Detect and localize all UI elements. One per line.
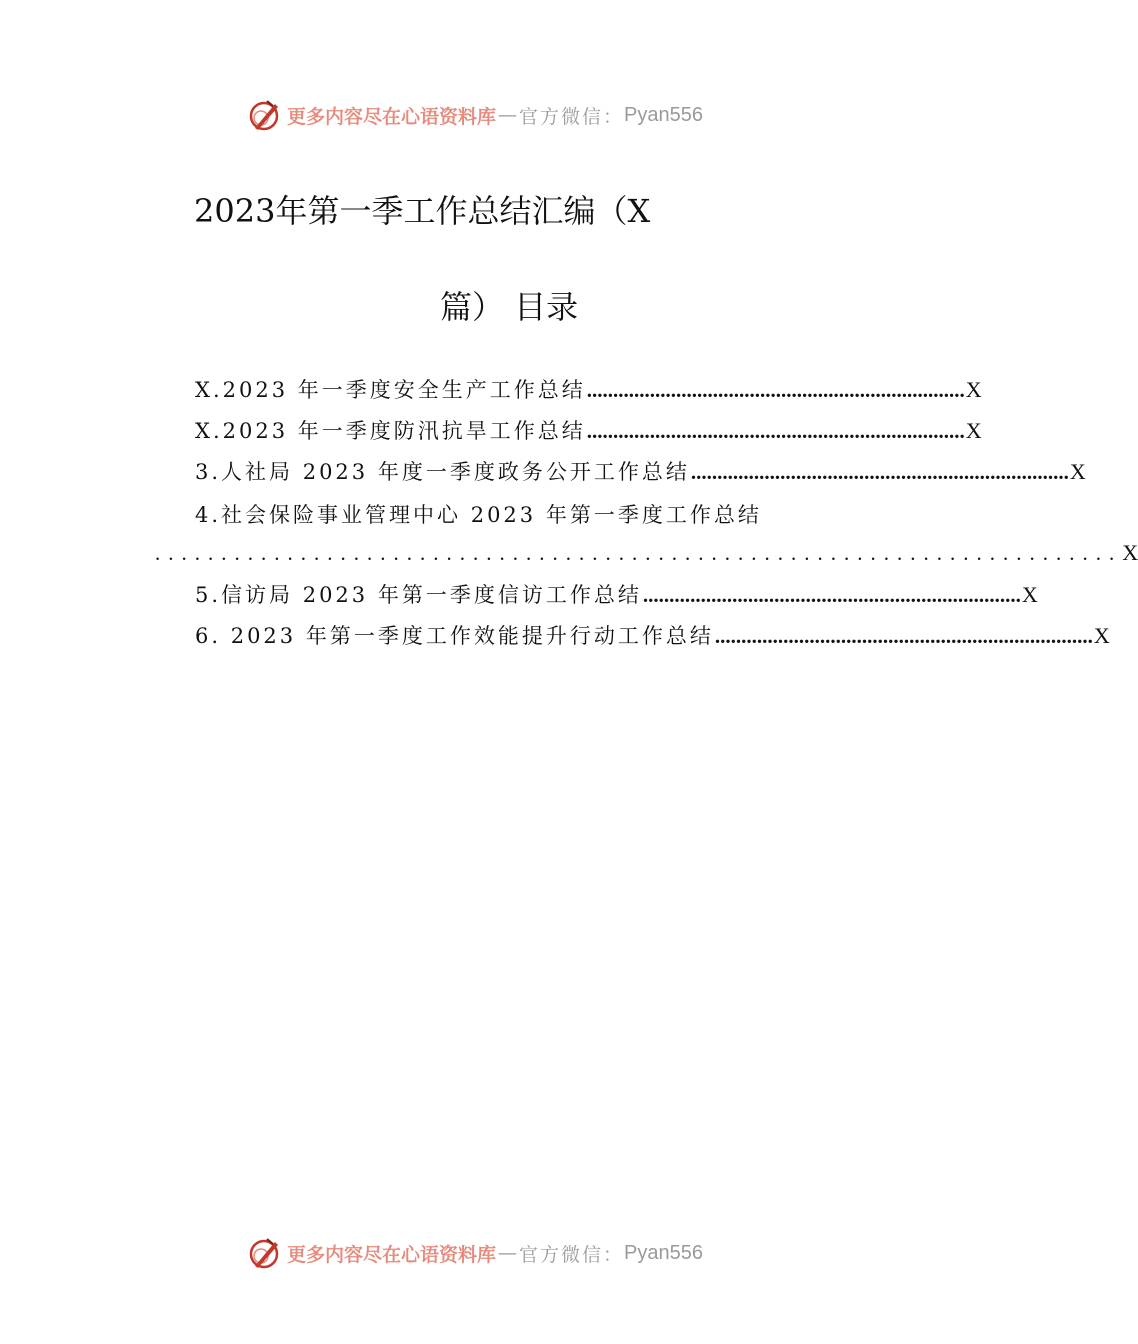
toc-item-page: X <box>965 418 982 443</box>
toc-item-label[interactable]: 4.社会保险事业管理中心 2023 年第一季度工作总结 <box>195 503 762 527</box>
toc-leader-dots: ........................................................................ <box>586 419 965 443</box>
pen-circle-icon <box>247 98 281 132</box>
toc-item-label: 3.人社局 2023 年度一季度政务公开工作总结 <box>195 460 690 484</box>
toc-leader-dots: ........................................................................ <box>586 378 965 402</box>
toc-leader-dots: ......................................................................... <box>155 541 1123 565</box>
watermark-footer <box>0 1233 950 1273</box>
toc-item-label: 5.信访局 2023 年第一季度信访工作总结 <box>195 583 642 607</box>
watermark-account: Pyan556 <box>624 1241 703 1264</box>
toc-item-label: X.2023 年一季度安全生产工作总结 <box>195 378 586 402</box>
document-title-line2: 篇） 目录 <box>440 288 579 326</box>
toc-item-continuation <box>155 540 1138 574</box>
toc-item[interactable] <box>195 415 982 449</box>
toc-leader-dots: ........................................................................ <box>714 624 1093 648</box>
watermark-official: 官方微信： <box>519 105 625 128</box>
toc-item[interactable] <box>195 456 1086 490</box>
watermark-account: Pyan556 <box>624 103 703 126</box>
toc-item[interactable] <box>195 579 1038 613</box>
toc-item-label: X.2023 年一季度防汛抗旱工作总结 <box>195 419 586 443</box>
watermark-site: 更多内容尽在心语资料库 <box>287 105 497 128</box>
pen-circle-icon <box>247 1236 281 1270</box>
toc-leader-dots: ........................................................................ <box>690 460 1069 484</box>
watermark-header <box>0 95 950 135</box>
watermark-dash: — <box>498 104 518 126</box>
watermark-dash: — <box>498 1242 518 1264</box>
watermark-official: 官方微信： <box>519 1243 625 1266</box>
toc-item[interactable] <box>195 620 1110 654</box>
toc-item-page: X <box>1021 582 1038 607</box>
toc-item-page: X <box>1069 459 1086 484</box>
watermark-site: 更多内容尽在心语资料库 <box>287 1243 497 1266</box>
toc-item-label: 6. 2023 年第一季度工作效能提升行动工作总结 <box>195 624 714 648</box>
toc-item-page: X <box>1093 623 1110 648</box>
toc-item-page: X <box>965 377 982 402</box>
toc-leader-dots: ........................................................................ <box>642 583 1021 607</box>
document-title-line1: 2023年第一季工作总结汇编（X <box>194 192 651 230</box>
toc-item-page: X <box>1122 540 1138 565</box>
toc-item[interactable] <box>195 374 982 408</box>
